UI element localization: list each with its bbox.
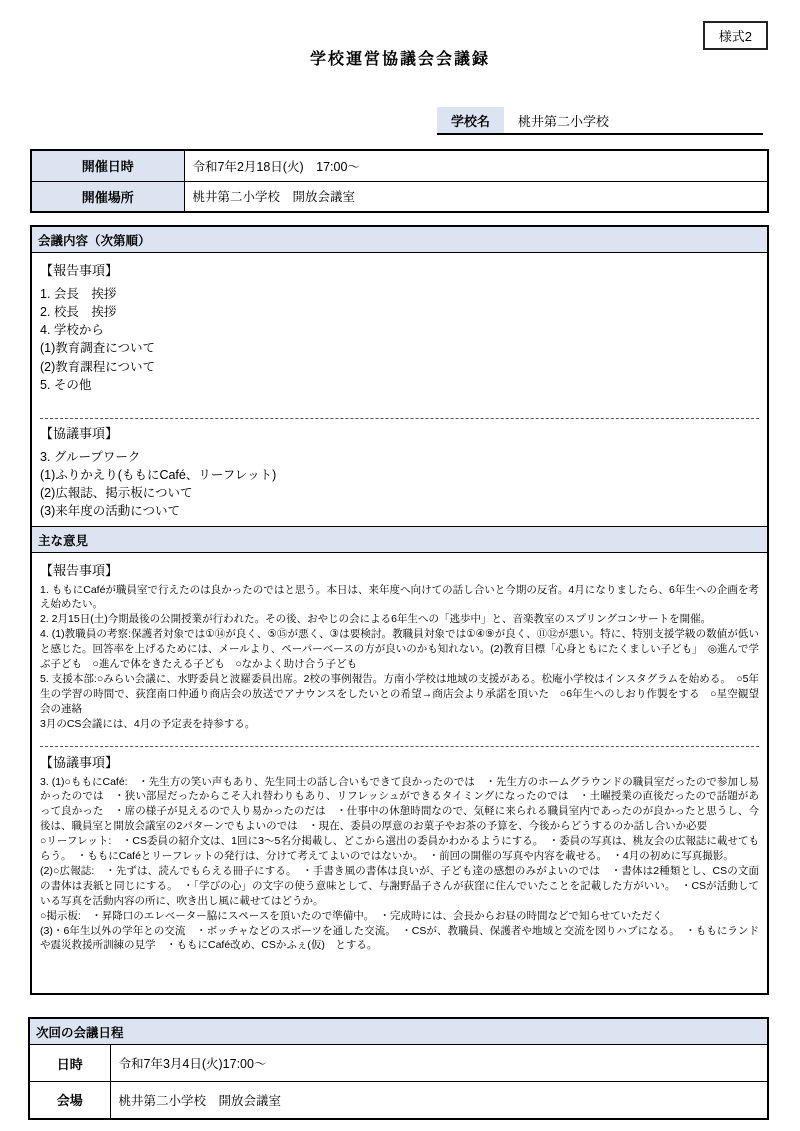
agenda-content-cell (31, 253, 768, 527)
opinions-section-header: 主な意見 (31, 526, 768, 552)
list-item: (2)広報誌、掲示板について (40, 486, 193, 501)
list-item: (3)来年度の活動について (40, 504, 181, 519)
page-title: 学校運営協議会会議録 (309, 51, 490, 68)
list-item: 3. グループワーク (40, 450, 141, 464)
opinions-report-heading: 【報告事項】 (40, 562, 119, 578)
school-name-label: 学校名 (437, 107, 504, 133)
opinion-paragraph: 5. 支援本部:○みらい会議に、水野委員と波羅委員出席。2校の事例報告。方南小学校は地域の支援がある。松庵小学校はインスタグラムを始める。 ○5年生の学習の時間で、荻窪南口仲通り商店会の放送でアナウンスをしたいとの希望→商店会より承諾を頂いた ○6年生へのしおり作製をする ○星空観望会の連絡 (40, 672, 759, 715)
agenda-discussion-block (40, 419, 759, 521)
next-meeting-header: 次回の会議日程 (29, 1018, 768, 1045)
opinion-paragraph: 2. 2月15日(土)今期最後の公開授業が行われた。その後、おやじの会による6年生への「逃歩中」と、音楽教室のスプリングコンサートを開催。 (40, 613, 712, 626)
opinion-paragraph: 3. (1)○ももにCafé: ・先生方の笑い声もあり、先生同士の話し合いもできて良かったのでは ・先生方のホームグラウンドの職員室だったので参加し易かったのでは ・狭い部屋だったからこそ入れ替わりもあり、リフレッシュができるタイミングになったのでは ・土曜授業の直後だったので話題があって良かった ・席の様子が見えるので入り易かったのだは ・仕事中の休憩時間なので、気軽に来られる職員室内であったのが良かったと思うし、今後は、職員室と開放会議室の2パターンでもよいのでは ・現在、委員の厚意のお菓子やお茶の予算を、今後からどうするのか話し合いか必要 (40, 775, 759, 833)
opinion-paragraph: 4. (1)教職員の考察:保護者対象では①⑭が良く、⑤⑮が悪く、③は要検討。教職員対象では①④⑨が良く、⑪⑫が悪い。特に、特別支援学級の数値が低いと感じた。回答率を上げるためには、メールより、ペーパーベースの方が良いのかも知れない。(2)教育目標「心身ともにたくましい子ども」 ◎進んで学ぶ子ども ○進んで体をきたえる子ども ○なかよく助け合う子ども (40, 628, 759, 671)
table-row (29, 1082, 768, 1119)
opinions-report-block (40, 560, 759, 746)
table-row (31, 181, 768, 212)
opinions-discussion-heading: 【協議事項】 (40, 754, 119, 770)
meeting-date-value: 令和7年2月18日(火) 17:00～ (184, 150, 768, 181)
next-meeting-date-label: 日時 (29, 1045, 110, 1082)
agenda-report-block (40, 260, 759, 418)
opinion-paragraph: 1. ももにCaféが職員室で行えたのは良かったのではと思う。本日は、来年度へ向けての話し合いと今期の反省。4月になりましたら、6年生への企画を考え始めたい。 (40, 583, 759, 611)
opinion-paragraph: ○リーフレット: ・CS委員の紹介文は、1回に3～5名分掲載し、どこから選出の委員かわかるようにする。 ・委員の写真は、桃友会の広報誌に載せてもらう。 ・ももにCaféとリーフレットの発行は、分けて考えてよいのではないか。 ・前回の開催の写真や内容を載せる。 ・4月の初めに写真撮影。 (40, 835, 759, 863)
list-item: 4. 学校から (40, 323, 104, 338)
meeting-place-value: 桃井第二小学校 開放会議室 (184, 181, 768, 212)
opinions-discussion-block (40, 747, 759, 954)
list-item: 2. 校長 挨拶 (40, 305, 117, 320)
opinion-paragraph: ○掲示板: ・昇降口のエレベーター脇にスペースを頂いたので準備中。 ・完成時には、会長からお昼の時間などで知らせていただく (40, 909, 663, 922)
school-name-row (437, 107, 763, 135)
opinion-paragraph: 3月のCS会議には、4月の予定表を持参する。 (40, 717, 256, 730)
list-item: (2)教育課程について (40, 359, 156, 374)
list-item: 1. 会長 挨拶 (40, 287, 117, 301)
agenda-report-heading: 【報告事項】 (40, 263, 119, 278)
meeting-info-table (30, 149, 769, 213)
next-meeting-table (28, 1017, 769, 1120)
list-item: (1)教育調査について (40, 341, 156, 356)
agenda-section-header: 会議内容（次第順） (31, 226, 768, 253)
meeting-content-table (30, 225, 769, 995)
school-name-value: 桃井第二小学校 (518, 114, 610, 129)
table-row (31, 150, 768, 181)
form-number-tag: 様式2 (703, 21, 768, 50)
opinion-paragraph: (2)○広報誌: ・先ずは、読んでもらえる冊子にする。 ・手書き風の書体は良いが、子ども達の感想のみがよいのでは ・書体は2種類とし、CSの文面の書体は表紙と同じにする。 ・「学びの心」の文字の使う意味として、与謝野晶子さんが荻窪に住んでいたことを記載した方がいい。 ・CSが活動している写真を活動内容の所に、吹き出し風に載せてはどうか。 (40, 864, 759, 907)
next-meeting-venue-value: 桃井第二小学校 開放会議室 (110, 1082, 768, 1119)
opinions-content-cell (31, 552, 768, 994)
list-item: (1)ふりかえり(ももにCafé、リーフレット) (40, 468, 277, 483)
next-meeting-date-value: 令和7年3月4日(火)17:00～ (110, 1045, 768, 1082)
list-item: 5. その他 (40, 377, 92, 392)
next-meeting-venue-label: 会場 (29, 1082, 110, 1119)
meeting-place-label: 開催場所 (31, 181, 184, 212)
meeting-date-label: 開催日時 (31, 150, 184, 181)
table-row (29, 1045, 768, 1082)
opinion-paragraph: (3)・6年生以外の学年との交流 ・ボッチャなどのスポーツを通した交流。 ・CSが、教職員、保護者や地域と交流を図りハブになる。 ・ももにランドや震災救援所訓練の見学 ・ももにCafé改め、CSかふぇ(仮) とする。 (40, 924, 759, 952)
agenda-discussion-heading: 【協議事項】 (40, 426, 119, 441)
